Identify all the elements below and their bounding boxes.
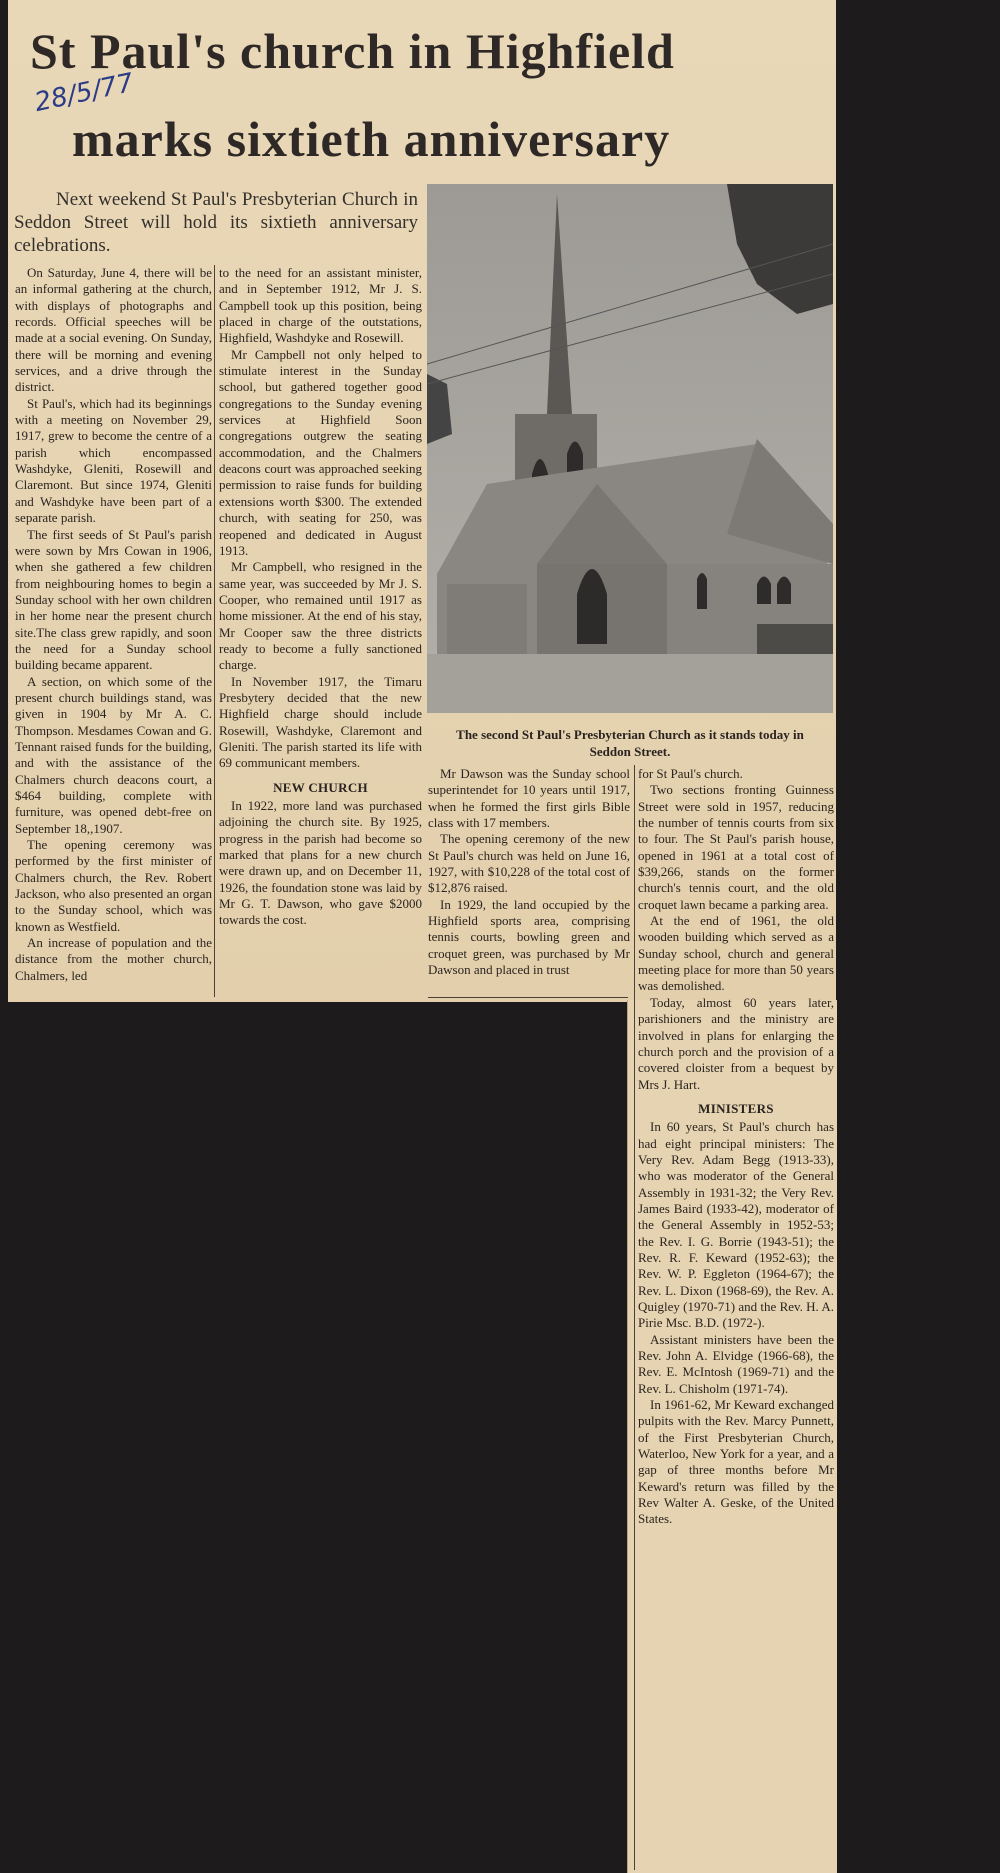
intro-text: Next weekend St Paul's Presbyterian Church in Seddon Street will hold its sixtieth anniversary celebrations. xyxy=(14,189,418,256)
paragraph: The opening ceremony was performed by the first minister of Chalmers church, the Rev. Robert Jackson, who also presented an organ to the Sunday school, which was known as Westfield. xyxy=(15,837,212,934)
paragraph: In November 1917, the Timaru Presbytery decided that the new Highfield charge should include Rosewill, Washdyke, Claremont and Gleniti. The parish started its life with 69 communicant members. xyxy=(219,673,422,771)
paragraph: Mr Campbell, who resigned in the same year, was succeeded by Mr J. S. Cooper, who remained until 1917 as home missioner. At the end of his stay, Mr Cooper saw the three districts ready to become a fully sanctioned charge. xyxy=(219,559,422,673)
paragraph: In 1922, more land was purchased adjoining the church site. By 1925, progress in the parish had become so marked that plans for a new church were drawn up, and on December 11, 1926, the foundation stone was laid by Mr G. T. Dawson, who gave $2000 towards the cost. xyxy=(219,798,422,928)
column-divider xyxy=(428,997,628,998)
headline-line-1: St Paul's church in Highfield xyxy=(30,23,675,79)
paragraph: Two sections fronting Guinness Street were sold in 1957, reducing the number of tennis courts from six to four. The St Paul's parish house, opened in 1961 at a total cost of $39,266, stands on the former church's tennis court, and the old croquet lawn became a parking area. xyxy=(638,782,834,912)
paragraph: Mr Campbell not only helped to stimulate interest in the Sunday school, but gathered together good congregations to the Sunday evening services at Highfield Soon congregations outgrew the seating accommodation, and the Chalmers deacons court was approached seeking permission to raise funds for building extensions worth $300. The extended church, with seating for 250, was reopened and dedicated in August 1913. xyxy=(219,346,422,558)
photo-caption: The second St Paul's Presbyterian Church as it stands today in Seddon Street. xyxy=(456,727,804,759)
paragraph: A section, on which some of the present church buildings stand, was given in 1904 by Mr A. C. Thompson. Mesdames Cowan and G. Tennant raised funds for the building, and with the assistance of the Chalmers church deacons court, a $464 building, complete with furniture, was opened debt-free on September 18,,1907. xyxy=(15,673,212,836)
article-column-2 xyxy=(219,265,422,929)
article-column-1 xyxy=(15,265,212,984)
paragraph: The first seeds of St Paul's parish were sown by Mrs Cowan in 1906, when she gathered a few children from neighbouring homes to begin a Sunday school with her own children in her home near the present church site.The class grew rapidly, and soon the need for a Sunday school building became apparent. xyxy=(15,526,212,673)
column-divider xyxy=(214,265,215,997)
paragraph: The opening ceremony of the new St Paul's church was held on June 16, 1927, with $10,228 of the total cost of $12,876 raised. xyxy=(428,831,630,896)
street xyxy=(427,654,833,713)
paragraph: An increase of population and the distance from the mother church, Chalmers, led xyxy=(15,935,212,983)
paragraph: In 1929, the land occupied by the Highfield sports area, comprising tennis courts, bowling green and croquet green, was purchased by Mr Dawson and placed in trust xyxy=(428,896,630,978)
handwritten-date: 28/5/77 xyxy=(31,67,137,119)
paragraph: Mr Dawson was the Sunday school superintendet for 10 years until 1917, when he formed the first girls Bible class with 17 members. xyxy=(428,766,630,831)
paragraph: On Saturday, June 4, there will be an informal gathering at the church, with displays of photographs and records. Official speeches will be made at a social evening. On Sunday, there will be morning and evening services, and a drive through the district. xyxy=(15,265,212,395)
paragraph: St Paul's, which had its beginnings with a meeting on November 29, 1917, grew to become the centre of a parish which encompassed Washdyke, Gleniti, Rosewill and Claremont. But since 1974, Gleniti and Washdyke have been part of a separate parish. xyxy=(15,395,212,526)
column-divider xyxy=(634,765,635,1870)
headline-line-2: marks sixtieth anniversary xyxy=(72,111,671,167)
subheading-ministers: MINISTERS xyxy=(698,1100,774,1116)
paragraph: for St Paul's church. xyxy=(638,766,743,781)
article-column-4 xyxy=(638,766,834,1528)
paragraph: Assistant ministers have been the Rev. John A. Elvidge (1966-68), the Rev. E. McIntosh (1969-71) and the Rev. L. Chisholm (1971-74). xyxy=(638,1331,834,1396)
intro-paragraph xyxy=(14,188,418,257)
paragraph: In 1961-62, Mr Keward exchanged pulpits with the Rev. Marcy Punnett, of the First Presbyterian Church, Waterloo, New York for a year, and a gap of three months before Mr Keward's return was filled by the Rev Walter A. Geske, of the United States. xyxy=(638,1397,834,1527)
paragraph: to the need for an assistant minister, and in September 1912, Mr J. S. Campbell took up this position, being placed in charge of the outstations, Highfield, Washdyke and Rosewill. xyxy=(219,265,422,346)
article-column-3 xyxy=(428,766,630,978)
paragraph: In 60 years, St Paul's church has had eight principal ministers: The Very Rev. Adam Begg (1913-33), who was moderator of the General Assembly in 1931-32; the Very Rev. James Baird (1933-42), moderator of the General Assembly in 1952-53; the Rev. I. G. Borrie (1943-51); the Rev. R. F. Keward (1952-63); the Rev. W. P. Eggleton (1964-67); the Rev. L. Dixon (1968-69), the Rev. A. Quigley (1970-71) and the Rev. H. A. Pirie Msc. B.D. (1972-). xyxy=(638,1119,834,1331)
paragraph: At the end of 1961, the old wooden building which served as a Sunday school, church and general meeting place for more than 50 years was demolished. xyxy=(638,913,834,994)
church-photo xyxy=(427,184,833,713)
paragraph: Today, almost 60 years later, parishioners and the ministry are involved in plans for enlarging the church porch and the provision of a covered cloister from a bequest by Mrs J. Hart. xyxy=(638,994,834,1092)
subheading-new-church: NEW CHURCH xyxy=(273,779,368,795)
church-illustration xyxy=(427,184,833,713)
